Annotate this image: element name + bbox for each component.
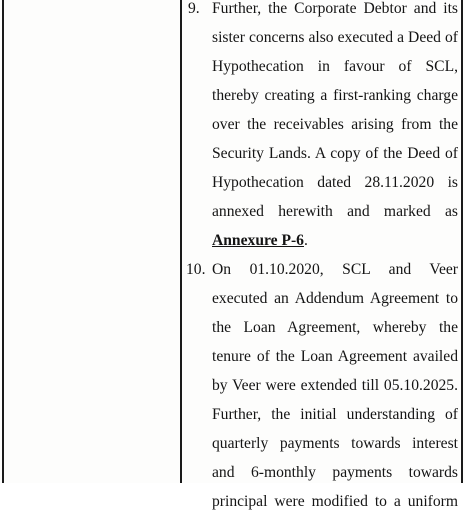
paragraph-line: On 01.10.2020, SCL and Veer <box>212 261 458 278</box>
paragraph-line: quarterly payments towards interest <box>212 435 458 452</box>
paragraph-line: Hypothecation in favour of SCL, <box>212 58 458 75</box>
paragraph-line: Hypothecation dated 28.11.2020 is <box>212 174 458 191</box>
column-divider <box>180 0 182 483</box>
paragraph-9 <box>186 0 458 255</box>
right-column-border <box>461 0 463 483</box>
left-column-border <box>2 0 4 483</box>
paragraph-line: by Veer were extended till 05.10.2025. <box>212 377 458 394</box>
paragraph-line: Further, the initial understanding of <box>212 406 458 423</box>
paragraph-line: sister concerns also executed a Deed of <box>212 29 458 46</box>
text-column <box>186 0 458 516</box>
paragraph-line: tenure of the Loan Agreement availed <box>212 348 458 365</box>
paragraph-line: Further, the Corporate Debtor and its <box>212 0 458 17</box>
paragraph-line: annexed herewith and marked as <box>212 203 458 220</box>
paragraph-10 <box>186 255 458 516</box>
paragraph-line: principal were modified to a uniform <box>212 493 458 510</box>
annexure-line <box>212 226 458 255</box>
paragraph-line: and 6-monthly payments towards <box>212 464 458 481</box>
paragraph-line: over the receivables arising from the <box>212 116 458 133</box>
paragraph-line: Security Lands. A copy of the Deed of <box>212 145 458 162</box>
paragraph-line: thereby creating a first-ranking charge <box>212 87 458 104</box>
paragraph-number: 9. <box>188 0 200 17</box>
paragraph-line: executed an Addendum Agreement to <box>212 290 458 307</box>
paragraph-number: 10. <box>186 261 206 278</box>
annexure-reference: Annexure P-6 <box>212 232 304 249</box>
paragraph-line: the Loan Agreement, whereby the <box>212 319 458 336</box>
annexure-punctuation: . <box>303 232 308 249</box>
